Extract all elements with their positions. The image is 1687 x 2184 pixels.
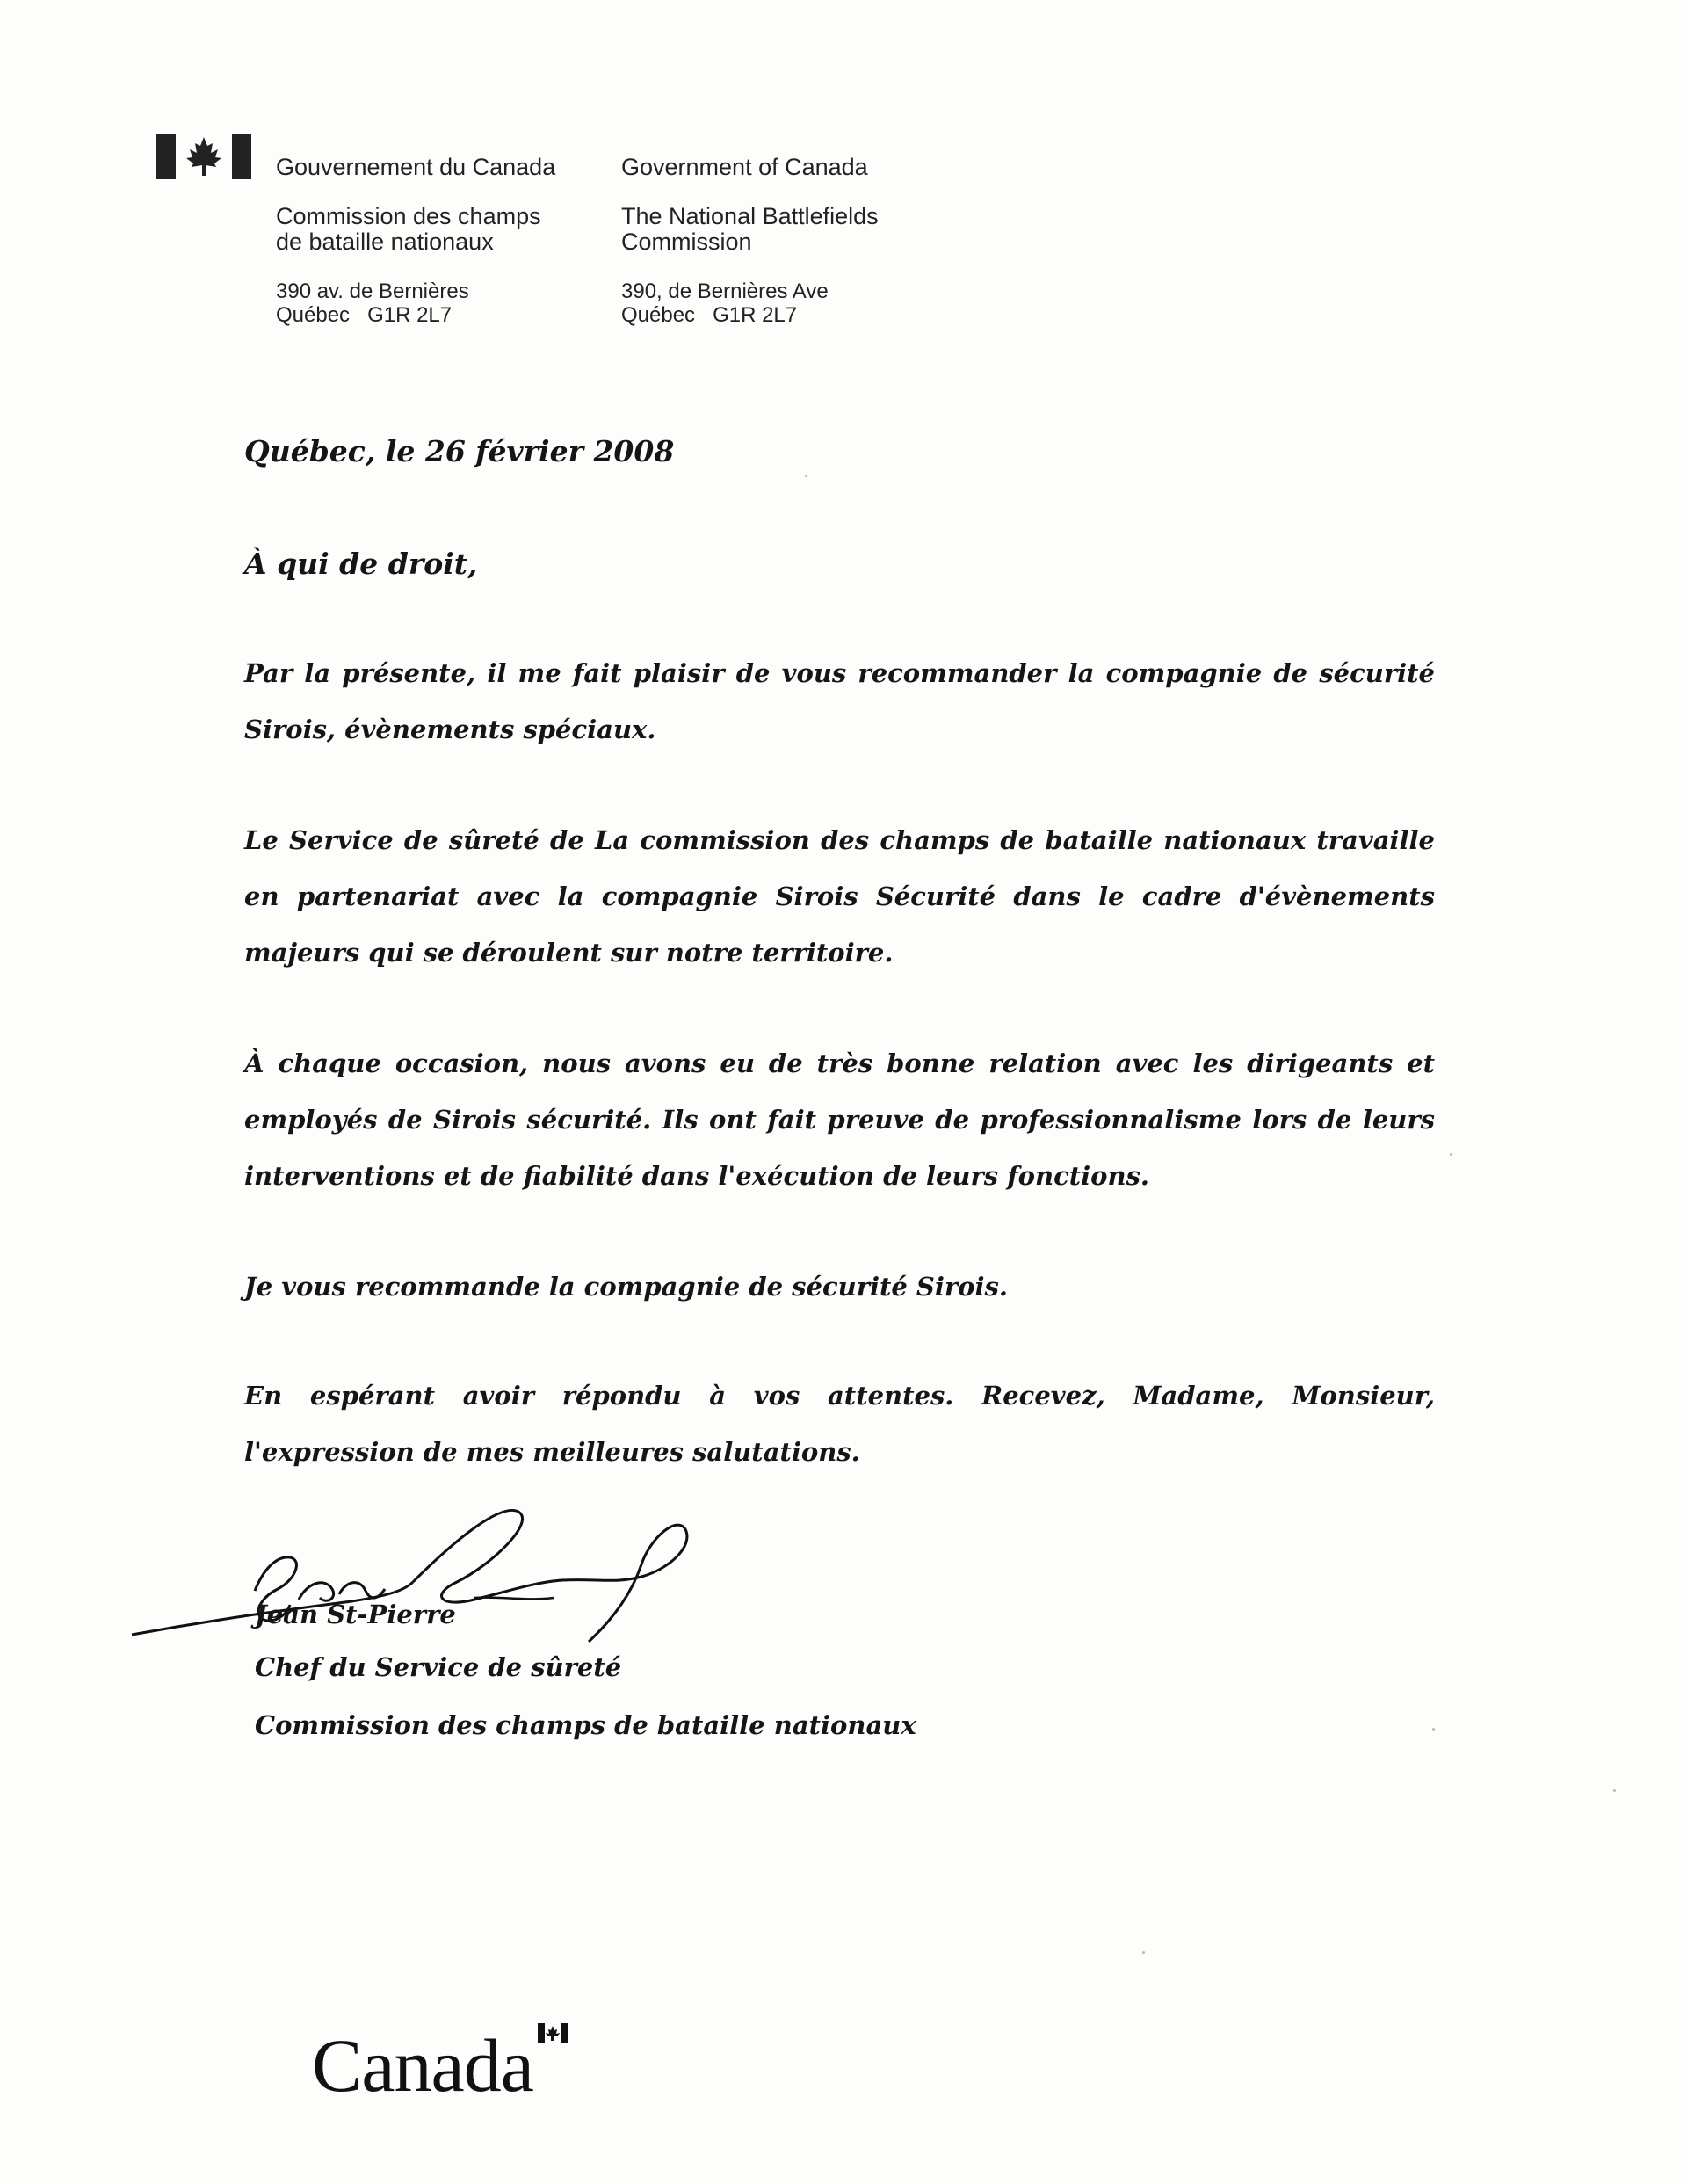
letter-paragraph: Le Service de sûreté de La commission des champs de bataille nationaux travaille en partenariat avec la compagnie Sirois Sécurité dans le cadre d'évènements majeurs qui se déroulent sur notre territoire.: [244, 825, 1435, 968]
signatory-title: Chef du Service de sûreté: [255, 1652, 622, 1682]
letter-paragraph: Par la présente, il me fait plaisir de vous recommander la compagnie de sécurité Sirois, évènements spéciaux.: [244, 658, 1435, 744]
letterhead-government-fr: Gouvernement du Canada: [276, 154, 556, 180]
signatory-organization: Commission des champs de bataille nationaux: [255, 1710, 916, 1740]
letterhead-government-en: Government of Canada: [621, 154, 868, 180]
letter-paragraph: Je vous recommande la compagnie de sécurité Sirois.: [244, 1272, 1008, 1302]
letterhead-address-fr: 390 av. de Bernières Québec G1R 2L7: [276, 279, 469, 327]
letterhead-organization-fr: Commission des champs de bataille nationaux: [276, 203, 541, 255]
canada-wordmark: Canada: [312, 2023, 533, 2108]
letter-salutation: À qui de droit,: [244, 547, 478, 581]
letter-paragraph: À chaque occasion, nous avons eu de très bonne relation avec les dirigeants et employés de Sirois sécurité. Ils ont fait preuve de professionnalisme lors de leurs interventions et de fiabilité dans l'exécution de leurs fonctions.: [244, 1048, 1435, 1191]
scan-speck: [1432, 1728, 1435, 1731]
canada-flag-symbol-icon: [156, 134, 251, 179]
letterhead-address-en: 390, de Bernières Ave Québec G1R 2L7: [621, 279, 829, 327]
letterhead-organization-en: The National Battlefields Commission: [621, 203, 879, 255]
scan-speck: [1450, 1153, 1452, 1156]
scan-speck: [1613, 1789, 1616, 1792]
canada-wordmark-flag-icon: [538, 2023, 568, 2043]
signatory-name: Jean St-Pierre: [255, 1600, 456, 1629]
letter-paragraph: En espérant avoir répondu à vos attentes. Recevez, Madame, Monsieur, l'expression de mes meilleures salutations.: [244, 1381, 1435, 1467]
handwritten-signature: [123, 1485, 738, 1661]
letter-dateline: Québec, le 26 février 2008: [244, 434, 675, 468]
scan-speck: [1142, 1951, 1145, 1954]
scan-speck: [805, 475, 807, 477]
